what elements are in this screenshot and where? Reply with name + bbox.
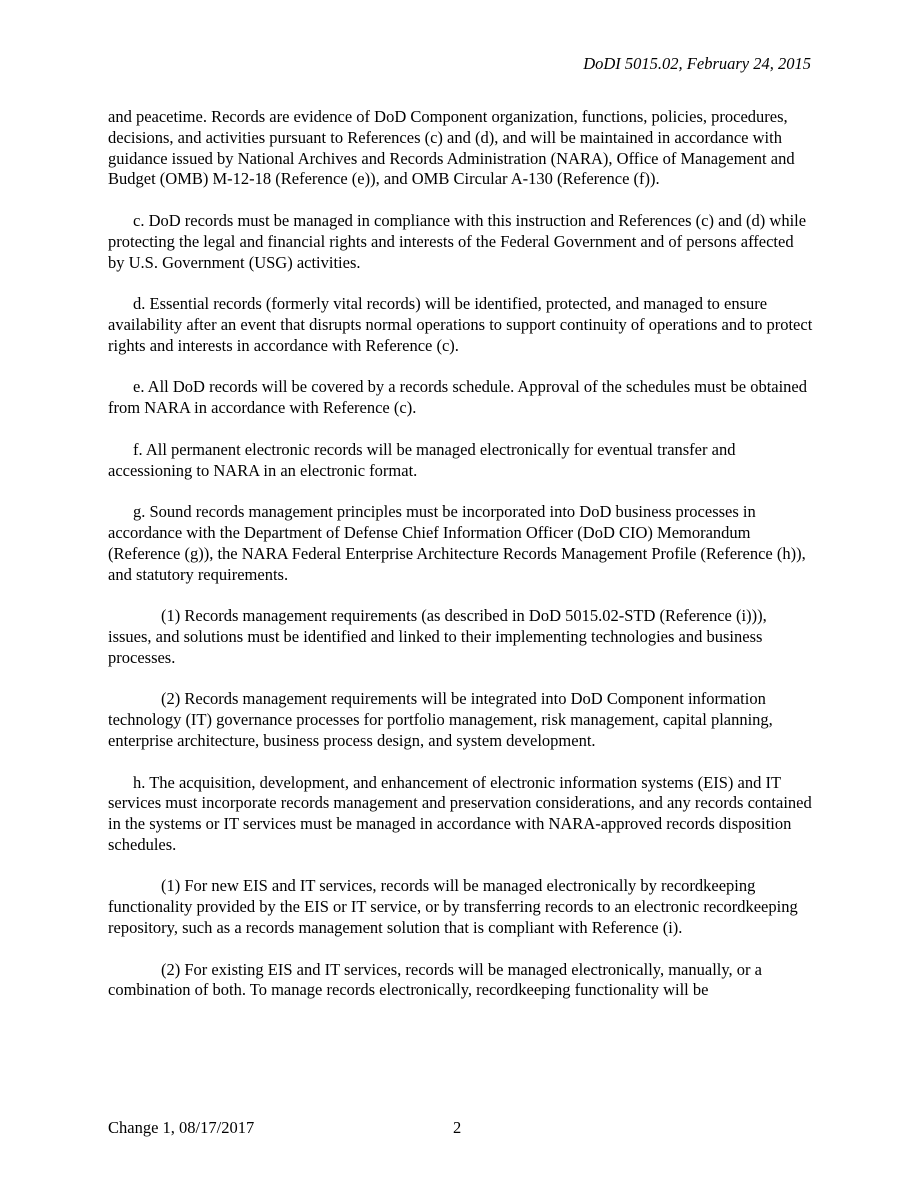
footer-change-date: Change 1, 08/17/2017: [108, 1118, 255, 1137]
paragraph-g-2: (2) Records management requirements will be integrated into DoD Component information technology (IT) governance processes for portfolio management, risk management, capital planning, enterprise architecture, business process design, and system development.: [108, 689, 773, 750]
paragraph-d: d. Essential records (formerly vital records) will be identified, protected, and managed to ensure availability after an event that disrupts normal operations to support continuity of operations and to protect rights and interests in accordance with Reference (c).: [108, 294, 813, 355]
paragraph-h-1: (1) For new EIS and IT services, records will be managed electronically by recordkeeping functionality provided by the EIS or IT service, or by transferring records to an electronic recordkeeping repository, such as a records management solution that is compliant with Reference (i).: [108, 876, 798, 938]
paragraph-h: h. The acquisition, development, and enhancement of electronic information systems (EIS) and IT services must incorporate records management and preservation considerations, and any records contained in the systems or IT services must be managed in accordance with NARA-approved records disposition schedules.: [108, 772, 812, 854]
paragraph-f: f. All permanent electronic records will be managed electronically for eventual transfer and accessioning to NARA in an electronic format.: [108, 439, 736, 480]
paragraph-e: e. All DoD records will be covered by a records schedule. Approval of the schedules must be obtained from NARA in accordance with Reference (c).: [108, 377, 808, 418]
page-number: 2: [453, 1118, 462, 1137]
paragraph-c: c. DoD records must be managed in compliance with this instruction and References (c) and (d) while protecting the legal and financial rights and interests of the Federal Government and of persons affected by U.S. Government (USG) activities.: [108, 210, 807, 272]
paragraph-g: g. Sound records management principles must be incorporated into DoD business processes in accordance with the Department of Defense Chief Information Officer (DoD CIO) Memorandum (Reference (g)), the NARA Federal Enterprise Architecture Records Management Profile (Reference (h)), and statutory requirements.: [108, 502, 806, 584]
paragraph-h-2: (2) For existing EIS and IT services, records will be managed electronically, manually, or a combination of both. To manage records electronically, recordkeeping functionality will be: [108, 959, 762, 1000]
document-body: [108, 107, 814, 1022]
paragraph-continuation: and peacetime. Records are evidence of DoD Component organization, functions, policies, procedures, decisions, and activities pursuant to References (c) and (d), and will be maintained in accordance with guidance issued by National Archives and Records Administration (NARA), Office of Management and Budget (OMB) M-12-18 (Reference (e)), and OMB Circular A-130 (Reference (f)).: [108, 107, 795, 189]
paragraph-g-1: (1) Records management requirements (as described in DoD 5015.02-STD (Reference (i))), issues, and solutions must be identified and linked to their implementing technologies and business processes.: [108, 606, 767, 667]
document-header: DoDI 5015.02, February 24, 2015: [583, 54, 811, 73]
